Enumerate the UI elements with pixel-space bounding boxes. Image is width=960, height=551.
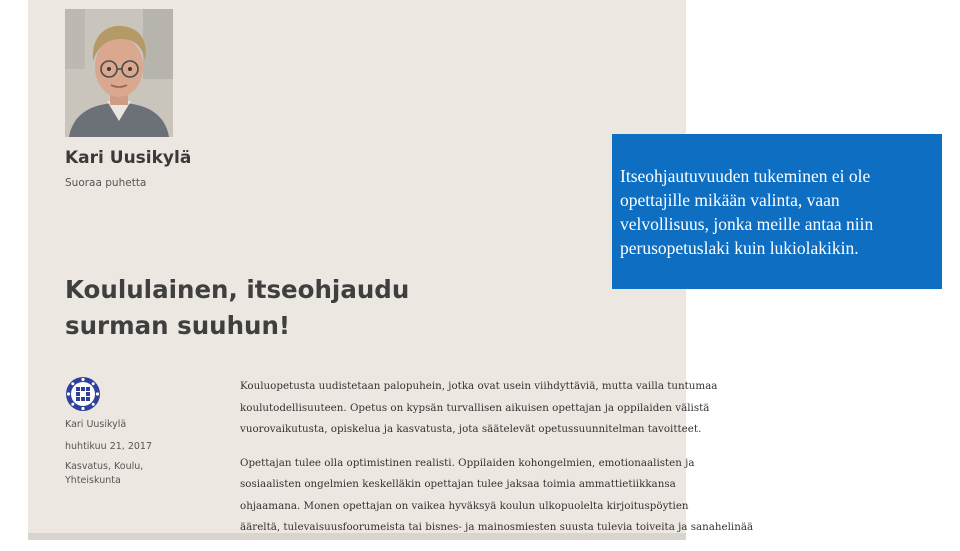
article-headline[interactable] [65, 272, 485, 344]
article-line: sosiaalisten ongelmien keskelläkin opettajan tulee jaksaa toimia ammattietiikkansa [240, 478, 676, 490]
article-paragraph [240, 453, 754, 539]
article-line: koulutodellisuuteen. Opetus on kypsän turvallisen aikuisen opettajan ja oppilaiden välistä [240, 401, 710, 414]
meta-author[interactable]: Kari Uusikylä [65, 419, 127, 430]
headline-line: surman suuhun! [65, 311, 291, 340]
quote-text [620, 164, 934, 260]
author-tagline: Suoraa puhetta [65, 177, 147, 189]
article-line: ohjaamana. Monen opettajan on vaikea hyväksyä koulun ulkopuolelta kirjoituspöytien [240, 499, 689, 512]
article-line: Opettajan tulee olla optimistinen realisti. Oppilaiden kohongelmien, emotionaalisten ja [240, 456, 695, 469]
patterned-avatar-icon [65, 376, 101, 412]
quote-line: opettajille mikään valinta, vaan [620, 190, 840, 210]
article-body [240, 376, 754, 551]
quote-callout [612, 134, 942, 289]
article-line: Kouluopetusta uudistetaan palopuhein, jotka ovat usein viihdyttäviä, mutta vailla tuntumaa [240, 380, 718, 392]
quote-line: perusopetuslaki kuin lukiolakikin. [620, 238, 859, 258]
author-name[interactable]: Kari Uusikylä [65, 148, 192, 168]
meta-date: huhtikuu 21, 2017 [65, 441, 153, 452]
article-paragraph [240, 376, 718, 441]
article-line: ääreltä, tulevaisuusfoorumeista tai bisnes- ja mainosmiesten suusta tulevia toiveita ja sanahelinää [240, 521, 754, 533]
headline-line: Koululainen, itseohjaudu [65, 275, 410, 304]
article-line: vuorovaikutusta, opiskelua ja kasvatusta, jota säätelevät opetussuunnitelman tavoitteet. [240, 423, 702, 435]
meta-categories-cont[interactable]: Yhteiskunta [65, 475, 121, 486]
quote-line: Itseohjautuvuuden tukeminen ei ole [620, 166, 871, 186]
quote-line: velvollisuus, jonka meille antaa niin [620, 214, 874, 234]
meta-categories[interactable]: Kasvatus, Koulu, [65, 461, 144, 472]
author-photo [65, 9, 173, 137]
